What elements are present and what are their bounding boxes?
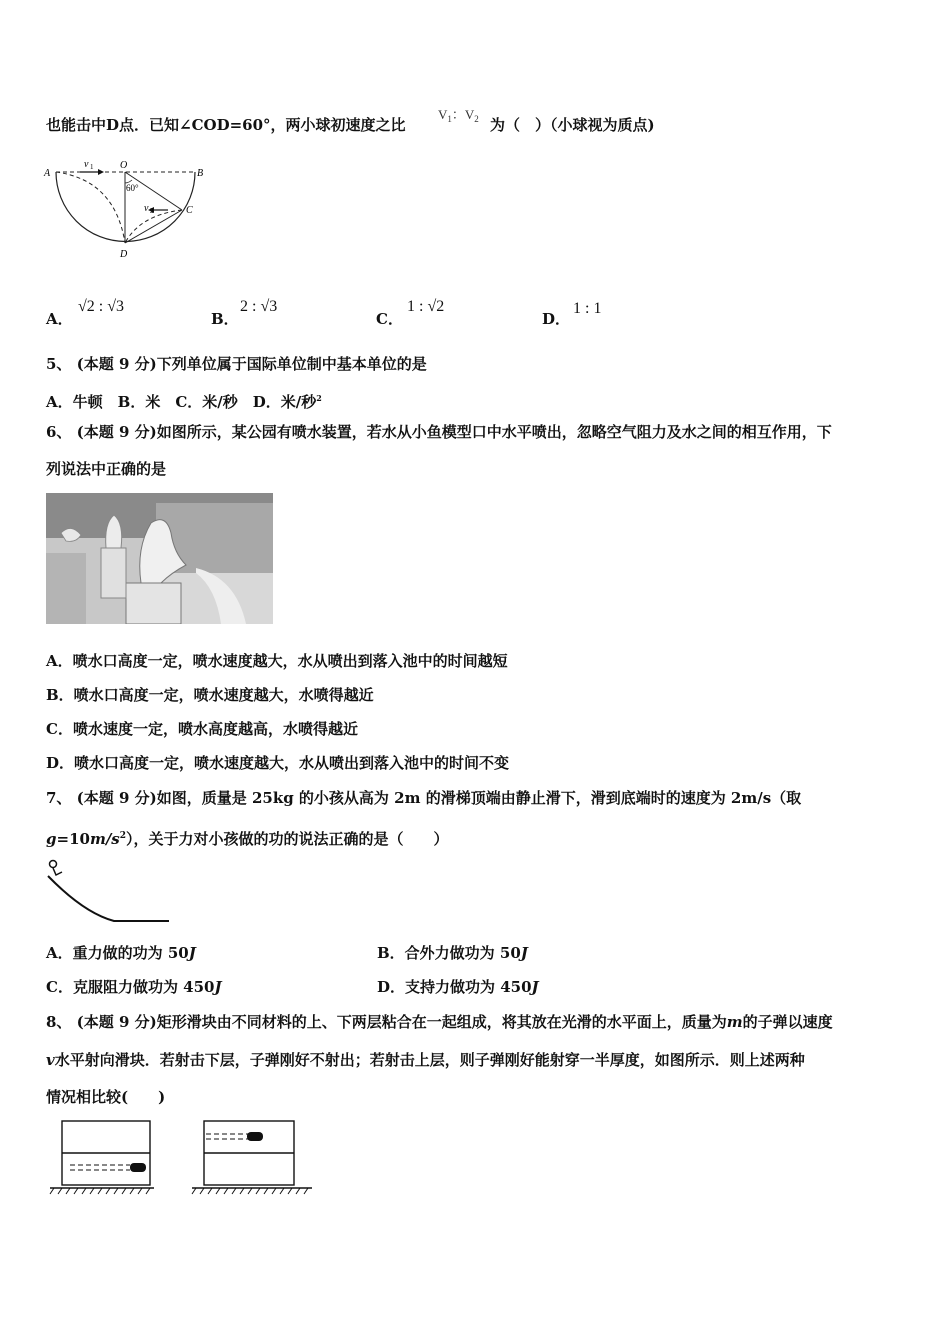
q8-figure [46, 1118, 316, 1198]
bullet-left [130, 1163, 146, 1172]
q7-option-a [46, 943, 196, 963]
photo-walkway [46, 553, 86, 624]
chord-dc [125, 210, 182, 243]
q8-velocity: v [46, 1051, 55, 1069]
q7-option-d [377, 977, 539, 997]
q7-option-b-text: B．合外力做功为 50 [377, 944, 521, 962]
q7-stem-line1: 7、 (本题 9 分)如图，质量是 25kg 的小孩从高为 2m 的滑梯顶端由静止滑下，滑到底端时的速度为 2m/s（取 [46, 789, 802, 807]
q6-option-c: C．喷水速度一定，喷水高度越高，水喷得越近 [46, 720, 358, 738]
q8-stem-line2 [46, 1050, 805, 1070]
q7-option-d-unit: J [531, 978, 539, 996]
q7-stem-line2 [46, 826, 449, 849]
bullet-right [247, 1132, 263, 1141]
child-body [53, 868, 62, 875]
ratio-v2: V [464, 107, 475, 122]
q7-g-sup: 2 [119, 831, 127, 841]
q7-stem-tail: ），关于力对小孩做的功的说法正确的是（ ） [126, 830, 449, 848]
label-c: C [186, 205, 193, 216]
q4-option-b-value: 2 : √3 [240, 298, 278, 315]
q4-stem-tail: 为（ ）（小球视为质点) [490, 116, 655, 134]
q7-g: g [46, 830, 57, 848]
q7-option-d-text: D．支持力做功为 450 [377, 978, 532, 996]
q4-option-a-value: √2 : √3 [78, 298, 125, 315]
q8-stem-part: 8、 (本题 9 分)矩形滑块由不同材料的上、下两层粘合在一起组成，将其放在光滑的水平面上，质量为 [46, 1013, 727, 1031]
label-a: A [44, 168, 51, 179]
q6-option-d: D．喷水口高度一定，喷水速度越大，水从喷出到落入池中的时间不变 [46, 754, 510, 772]
photo-pedestal [126, 583, 181, 624]
q4-option-a-letter: A． [46, 310, 73, 328]
ground-hatching [50, 1188, 308, 1194]
q8-stem-part: 的子弹以速度 [742, 1013, 833, 1031]
label-b: B [197, 168, 204, 179]
q7-option-c-unit: J [214, 978, 222, 996]
q4-ratio [438, 104, 479, 124]
q6-fountain-photo [46, 493, 273, 624]
q4-option-b-letter: B． [211, 310, 239, 328]
label-o: O [120, 160, 128, 171]
q8-stem-line3: 情况相比较( ) [46, 1088, 166, 1106]
label-d: D [120, 249, 128, 260]
label-v1: v [84, 159, 89, 170]
q4-option-c-value: 1 : √2 [407, 298, 445, 315]
q5-options-text: A．牛顿 B．米 C．米/秒 D．米/秒 [46, 393, 317, 411]
q4-stem [46, 115, 406, 135]
q7-option-a-text: A．重力做的功为 50 [46, 944, 189, 962]
q7-option-b [377, 943, 528, 963]
q7-option-c-text: C．克服阻力做功为 450 [46, 978, 215, 996]
q4-option-d-value: 1 : 1 [573, 300, 602, 317]
q4-figure [40, 155, 210, 263]
ratio-sub1: 1 [447, 114, 452, 124]
q5-options [46, 388, 322, 412]
label-v2: v [144, 203, 149, 214]
ratio-sub2: 2 [474, 114, 479, 124]
q4-stem-part: 也能击中 [46, 116, 107, 134]
q5-options-sup: 2 [316, 393, 322, 403]
q7-g-unit: m/s [89, 830, 120, 848]
q8-stem-part: 水平射向滑块．若射击下层，子弹刚好不射出；若射击上层，则子弹刚好能射穿一半厚度，如图所示．则上述两种 [54, 1051, 805, 1069]
ratio-v1: V [438, 107, 448, 122]
q8-stem-line1 [46, 1012, 833, 1032]
q4-option-d-letter: D． [542, 310, 571, 328]
q6-stem-line2: 列说法中正确的是 [46, 460, 167, 478]
photo-pedestal-2 [101, 548, 126, 598]
q7-option-c [46, 977, 222, 997]
angle-label: 60° [126, 183, 139, 193]
q5-stem: 5、 (本题 9 分)下列单位属于国际单位制中基本单位的是 [46, 355, 427, 373]
slide-curve [48, 876, 169, 921]
q6-option-a: A．喷水口高度一定，喷水速度越大，水从喷出到落入池中的时间越短 [46, 652, 508, 670]
child-head [50, 861, 57, 868]
q7-slide-figure [44, 858, 174, 928]
q6-stem-line1: 6、 (本题 9 分)如图所示，某公园有喷水装置，若水从小鱼模型口中水平喷出，忽略空气阻力及水之间的相互作用，下 [46, 423, 832, 441]
label-v2-sub: 2 [150, 207, 154, 215]
ratio-colon: ： [451, 107, 465, 122]
q7-option-b-unit: J [520, 944, 528, 962]
q4-stem-part: 点．已知∠COD=60°，两小球初速度之比 [119, 116, 406, 134]
label-v1-sub: 1 [90, 163, 94, 171]
q4-option-c-letter: C． [376, 310, 403, 328]
q8-mass: m [726, 1013, 743, 1031]
q4-stem-point: D [106, 116, 120, 134]
v1-arrowhead [98, 169, 104, 175]
q7-option-a-unit: J [188, 944, 196, 962]
q6-option-b: B．喷水口高度一定，喷水速度越大，水喷得越近 [46, 686, 374, 704]
q7-g-value: =10 [56, 830, 90, 848]
